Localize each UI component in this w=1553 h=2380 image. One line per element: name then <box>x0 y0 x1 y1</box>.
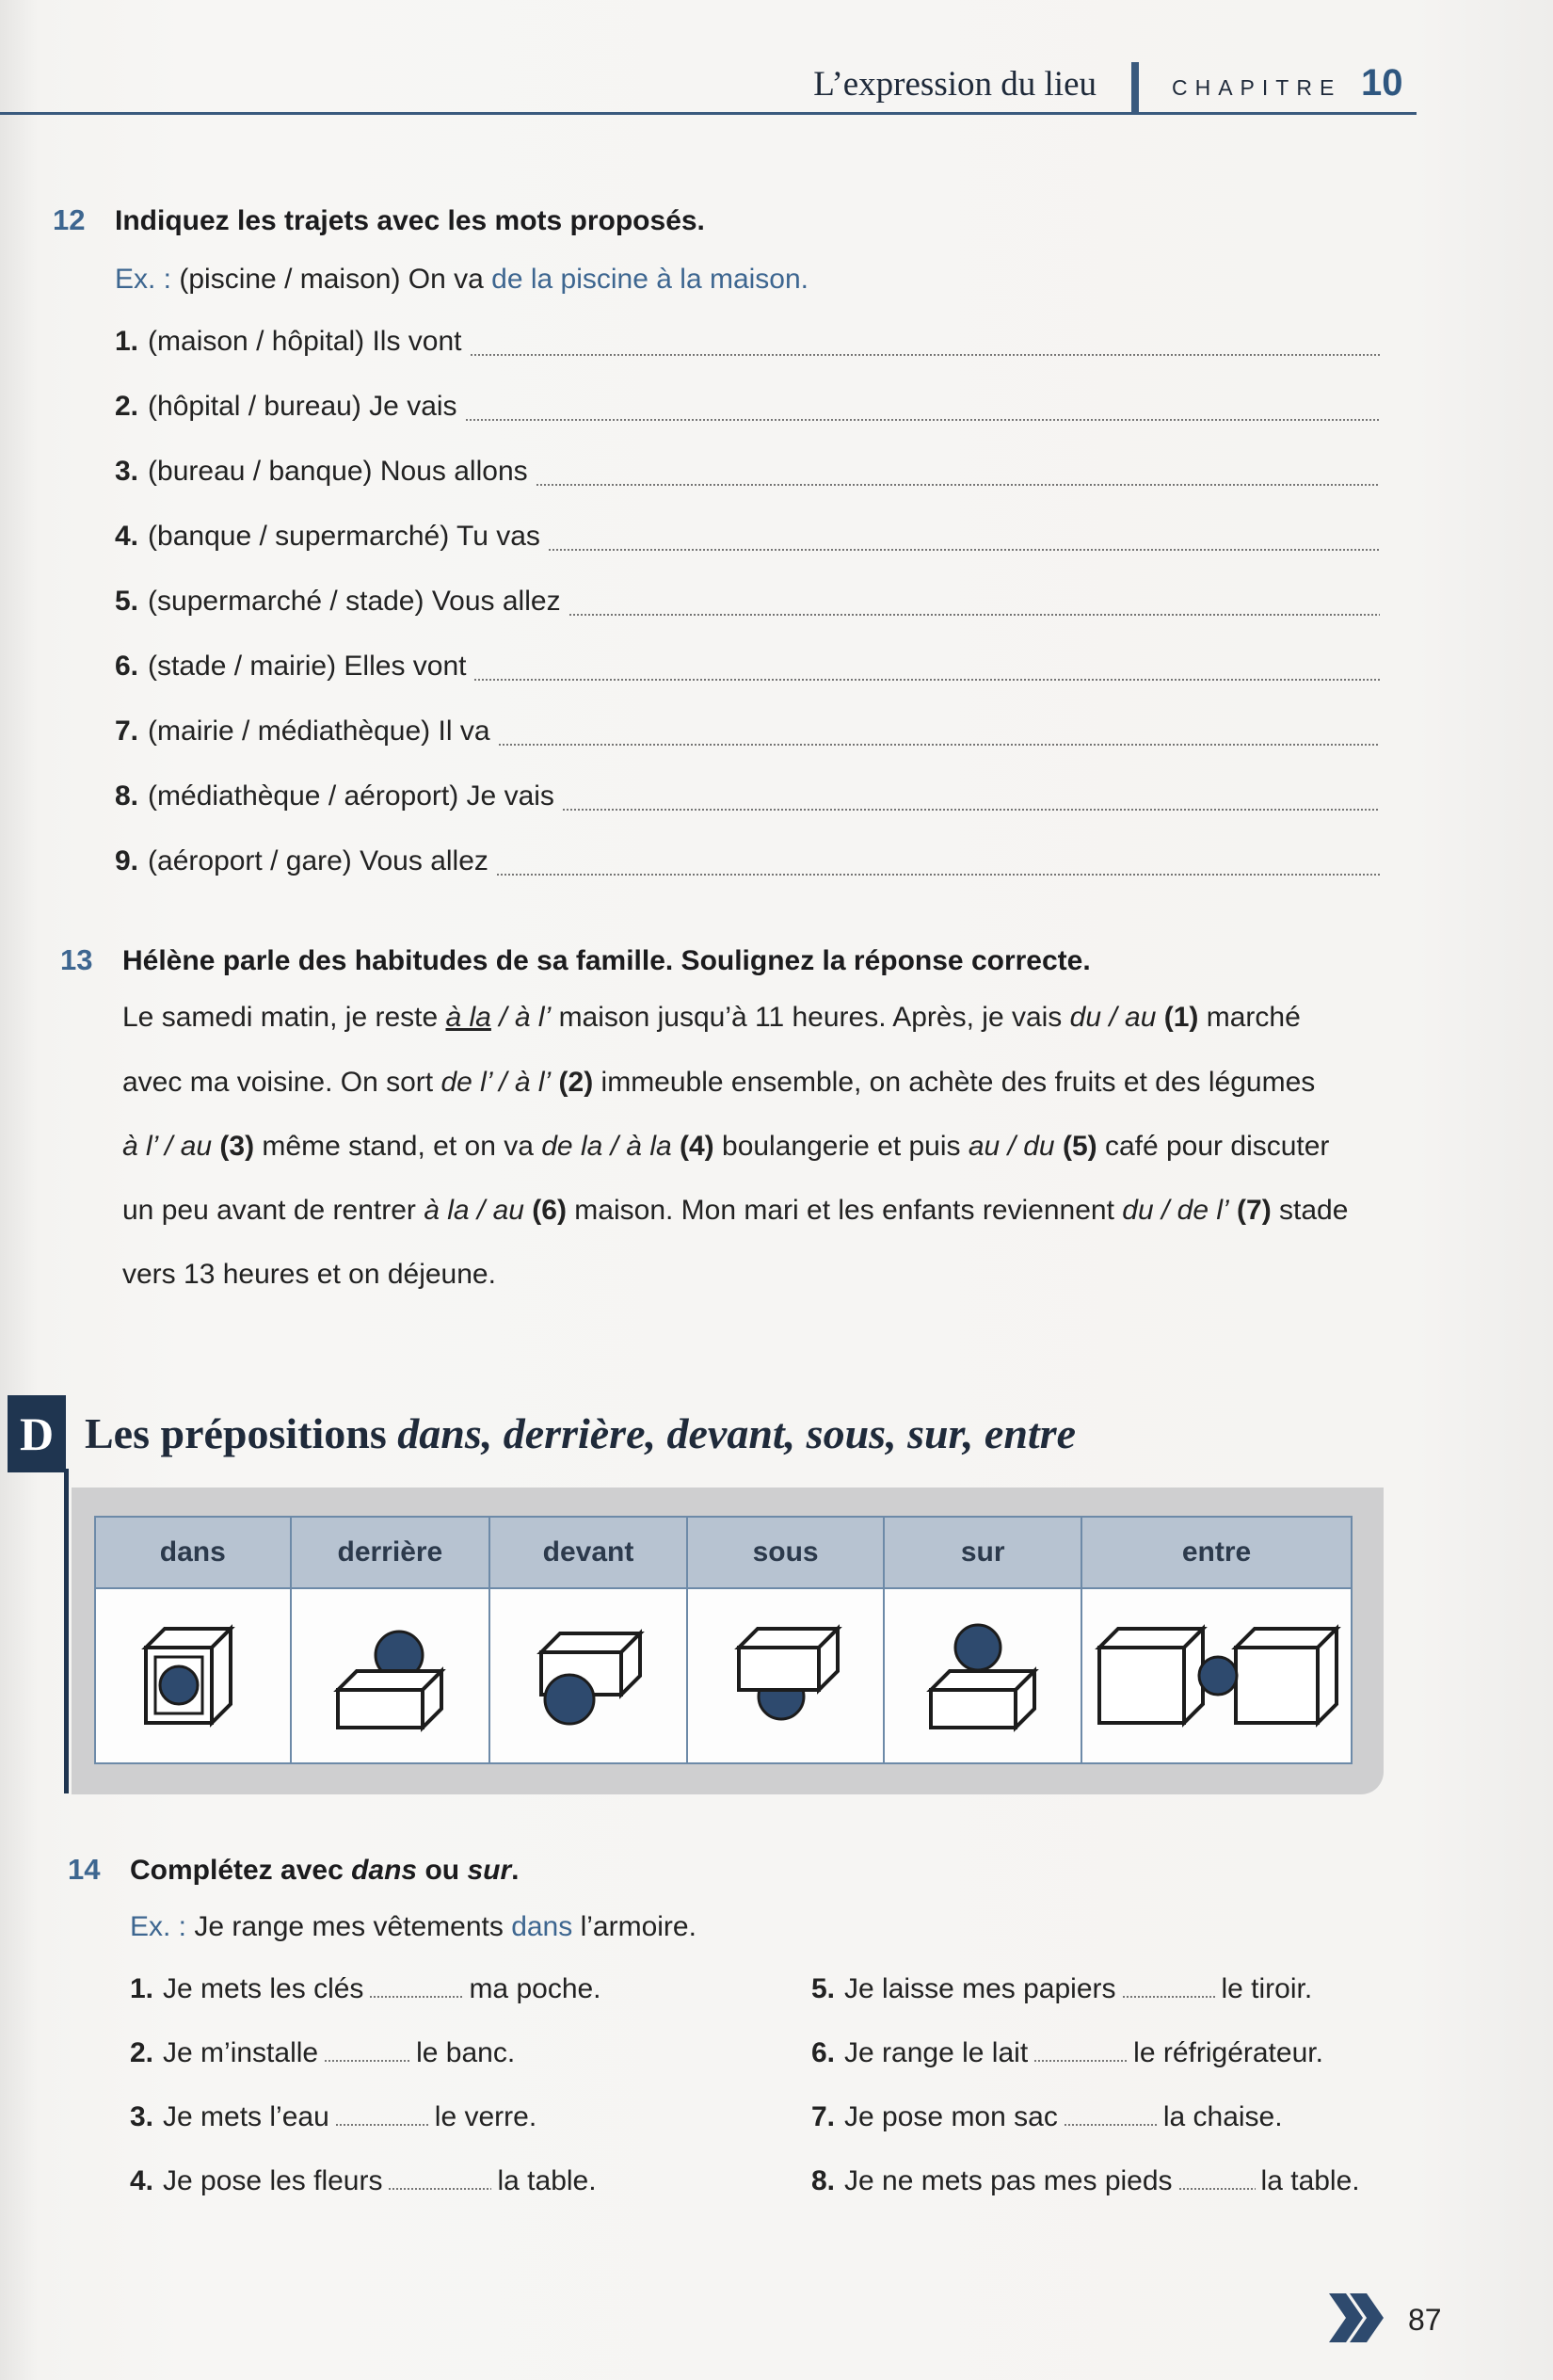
ball-behind-box-icon <box>328 1619 451 1732</box>
answer-blank[interactable] <box>1064 2124 1158 2126</box>
exercise-13-number: 13 <box>60 943 93 976</box>
item-text-after: le banc. <box>416 2037 516 2068</box>
section-rule <box>64 1469 69 1793</box>
item-number: 8. <box>115 780 139 812</box>
answer-blank[interactable] <box>1178 2188 1256 2190</box>
item-prompt: (aéroport / gare) Vous allez <box>148 845 488 876</box>
answer-blank[interactable] <box>473 679 1380 681</box>
item-prompt: (bureau / banque) Nous allons <box>148 456 528 487</box>
example-text: (piscine / maison) On va <box>179 264 484 295</box>
item-prompt: (mairie / médiathèque) Il va <box>148 716 490 747</box>
ball-on-box-icon <box>921 1619 1044 1732</box>
exercise-12-item <box>115 845 488 877</box>
exercise-12-item <box>115 716 490 748</box>
item-text-after: la chaise. <box>1162 2101 1283 2132</box>
item-text-after: la table. <box>497 2165 597 2196</box>
item-text-before: Je mets les clés <box>163 1973 364 2004</box>
item-number: 7. <box>115 716 139 747</box>
answer-blank[interactable] <box>470 354 1380 356</box>
exercise-13-line-1: Le samedi matin, je reste à la / à l’ maison jusqu’à 11 heures. Après, je vais du / au (1) marché <box>122 1002 1301 1033</box>
exercise-12-title: Indiquez les trajets avec les mots proposés. <box>115 205 705 236</box>
item-number: 8. <box>811 2165 836 2196</box>
item-prompt: (hôpital / bureau) Je vais <box>148 391 457 422</box>
item-number: 6. <box>115 651 139 682</box>
col-entre: entre <box>1081 1517 1352 1588</box>
item-number: 3. <box>130 2101 154 2132</box>
prepositions-table <box>94 1516 1353 1764</box>
col-sur: sur <box>884 1517 1081 1588</box>
item-number: 1. <box>115 326 139 357</box>
col-devant: devant <box>489 1517 687 1588</box>
item-text-before: Je pose les fleurs <box>163 2165 383 2196</box>
exercise-13-line-2: avec ma voisine. On sort de l’ / à l’ (2) immeuble ensemble, on achète des fruits et des légumes <box>122 1067 1316 1098</box>
cell-dans <box>95 1588 291 1763</box>
exercise-12-number: 12 <box>53 203 86 236</box>
item-text-before: Je range le lait <box>844 2037 1029 2068</box>
item-number: 2. <box>115 391 139 422</box>
item-prompt: (maison / hôpital) Ils vont <box>148 326 462 357</box>
exercise-14-item <box>130 2165 597 2197</box>
answer-blank[interactable] <box>536 484 1380 486</box>
exercise-12-item <box>115 456 528 488</box>
answer-blank[interactable] <box>568 614 1380 616</box>
item-text-before: Je pose mon sac <box>844 2101 1058 2132</box>
item-text-after: ma poche. <box>469 1973 601 2004</box>
item-prompt: (stade / mairie) Elles vont <box>148 651 467 682</box>
section-letter: D <box>8 1395 66 1472</box>
example-label: Ex. : <box>115 264 172 295</box>
exercise-13-title: Hélène parle des habitudes de sa famille. Soulignez la réponse correcte. <box>122 945 1091 976</box>
item-text-after: le tiroir. <box>1221 1973 1313 2004</box>
answer-blank[interactable] <box>1122 1996 1216 1998</box>
example-answer: de la piscine à la maison. <box>491 264 809 295</box>
exercise-12-example <box>115 264 809 296</box>
item-number: 5. <box>115 586 139 617</box>
exercise-12-item <box>115 326 462 358</box>
exercise-14-item <box>130 2037 515 2069</box>
item-prompt: (médiathèque / aéroport) Je vais <box>148 780 554 812</box>
item-text-after: la table. <box>1260 2165 1360 2196</box>
cell-sur <box>884 1588 1081 1763</box>
cell-derriere <box>291 1588 490 1763</box>
cell-sous <box>687 1588 885 1763</box>
item-number: 5. <box>811 1973 836 2004</box>
item-text-before: Je laisse mes papiers <box>844 1973 1116 2004</box>
answer-blank[interactable] <box>324 2060 410 2062</box>
exercise-12-item <box>115 586 561 618</box>
exercise-14-title: Complétez avec dans ou sur. <box>130 1855 520 1886</box>
answer-blank[interactable] <box>388 2188 491 2190</box>
item-number: 4. <box>115 521 139 552</box>
answer-blank[interactable] <box>562 809 1380 811</box>
exercise-14-example: Ex. : Je range mes vêtements dans l’armoire. <box>130 1911 696 1942</box>
col-dans: dans <box>95 1517 291 1588</box>
cell-devant <box>489 1588 687 1763</box>
answer-blank[interactable] <box>465 419 1380 421</box>
exercise-14-item <box>130 2101 536 2133</box>
cell-entre <box>1081 1588 1352 1763</box>
col-derriere: derrière <box>291 1517 490 1588</box>
ball-in-front-of-box-icon <box>527 1619 649 1732</box>
exercise-12-item <box>115 780 554 812</box>
chapter-label: CHAPITRE <box>1172 75 1342 100</box>
answer-blank[interactable] <box>548 549 1380 551</box>
exercise-14-item <box>811 2165 1360 2197</box>
item-number: 3. <box>115 456 139 487</box>
ball-between-boxes-icon <box>1090 1619 1344 1732</box>
item-number: 6. <box>811 2037 836 2068</box>
header-divider <box>1131 62 1139 115</box>
table-illustration-row <box>95 1588 1352 1763</box>
col-sous: sous <box>687 1517 885 1588</box>
exercise-14-item <box>811 2037 1323 2069</box>
exercise-13-line-3: à l’ / au (3) même stand, et on va de la / à la (4) boulangerie et puis au / du (5) café pour discuter <box>122 1131 1330 1162</box>
item-text-before: Je mets l’eau <box>163 2101 329 2132</box>
exercise-14-item <box>811 1973 1312 2005</box>
table-header-row <box>95 1517 1352 1588</box>
answer-blank[interactable] <box>498 744 1380 746</box>
item-text-before: Je m’installe <box>163 2037 319 2068</box>
item-text-after: le réfrigérateur. <box>1133 2037 1323 2068</box>
item-text-before: Je ne mets pas mes pieds <box>844 2165 1173 2196</box>
answer-blank[interactable] <box>369 1996 463 1998</box>
item-number: 9. <box>115 845 139 876</box>
item-text-after: le verre. <box>434 2101 537 2132</box>
next-page-arrow-icon <box>1329 2293 1387 2342</box>
ball-in-box-icon <box>136 1619 249 1732</box>
item-prompt: (banque / supermarché) Tu vas <box>148 521 540 552</box>
item-number: 4. <box>130 2165 154 2196</box>
exercise-13-line-4: un peu avant de rentrer à la / au (6) maison. Mon mari et les enfants reviennent du / de l’ (7) stade <box>122 1195 1349 1226</box>
exercise-12-item <box>115 391 457 423</box>
exercise-13-line-5: vers 13 heures et on déjeune. <box>122 1259 496 1290</box>
exercise-14-number: 14 <box>68 1853 101 1886</box>
ball-under-box-icon <box>725 1619 847 1732</box>
answer-blank[interactable] <box>1033 2060 1128 2062</box>
chapter-title: L’expression du lieu <box>813 65 1097 104</box>
item-number: 7. <box>811 2101 836 2132</box>
item-number: 1. <box>130 1973 154 2004</box>
running-header <box>0 56 1417 115</box>
exercise-12-item <box>115 651 466 683</box>
item-prompt: (supermarché / stade) Vous allez <box>148 586 561 617</box>
answer-blank[interactable] <box>496 874 1380 876</box>
item-number: 2. <box>130 2037 154 2068</box>
exercise-12-item <box>115 521 540 553</box>
exercise-14-item <box>811 2101 1283 2133</box>
section-title: Les prépositions dans, derrière, devant, sous, sur, entre <box>85 1409 1077 1457</box>
exercise-14-item <box>130 1973 601 2005</box>
page-number: 87 <box>1408 2303 1442 2337</box>
chapter-number: 10 <box>1361 62 1403 104</box>
answer-blank[interactable] <box>335 2124 429 2126</box>
